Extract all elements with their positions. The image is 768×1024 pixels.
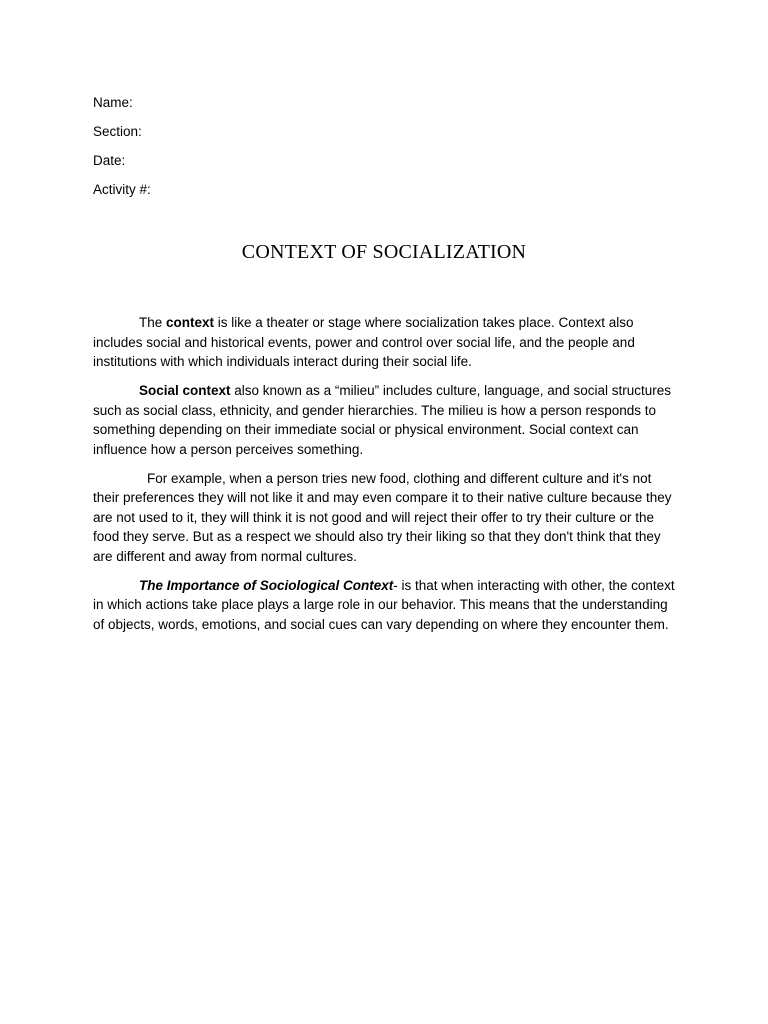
paragraph-context-text: is like a theater or stage where socialization takes place. Context also includes social and historical events, power and control over social life, and the people and institutions with which individuals interact during their social life. (93, 315, 635, 369)
activity-label: Activity #: (93, 182, 151, 197)
section-label: Section: (93, 124, 142, 139)
header-fields (93, 88, 151, 204)
document-body (93, 313, 675, 644)
paragraph-importance (93, 576, 675, 635)
paragraph-example: For example, when a person tries new food, clothing and different culture and it's not their preferences they will not like it and may even compare it to their native culture because they are not used to it, they will think it is not good and will reject their offer to try their culture or the food they serve. But as a respect we should also try their liking so that they don't think that they are different and away from normal cultures. (93, 470, 672, 564)
date-label: Date: (93, 153, 126, 168)
term-importance: The Importance of Sociological Context (139, 577, 394, 593)
paragraph-context (93, 313, 675, 372)
paragraph-social-context (93, 381, 675, 459)
paragraph-importance-text: - is that when interacting with other, the context in which actions take place plays a large role in our behavior. This means that the understanding of objects, words, emotions, and social cues can vary depending on where they encounter them. (93, 577, 675, 632)
paragraph-social-context-text: also known as a “milieu” includes culture, language, and social structures such as social class, ethnicity, and gender hierarchies. The milieu is how a person responds to something depending on their immediate social or physical environment. Social context can influence how a person perceives something. (93, 383, 672, 457)
paragraph-context-pre: The (139, 315, 167, 330)
term-social-context: Social context (139, 383, 231, 398)
name-label: Name: (93, 95, 133, 110)
term-context: context (166, 315, 215, 330)
document-title: CONTEXT OF SOCIALIZATION (241, 241, 527, 263)
